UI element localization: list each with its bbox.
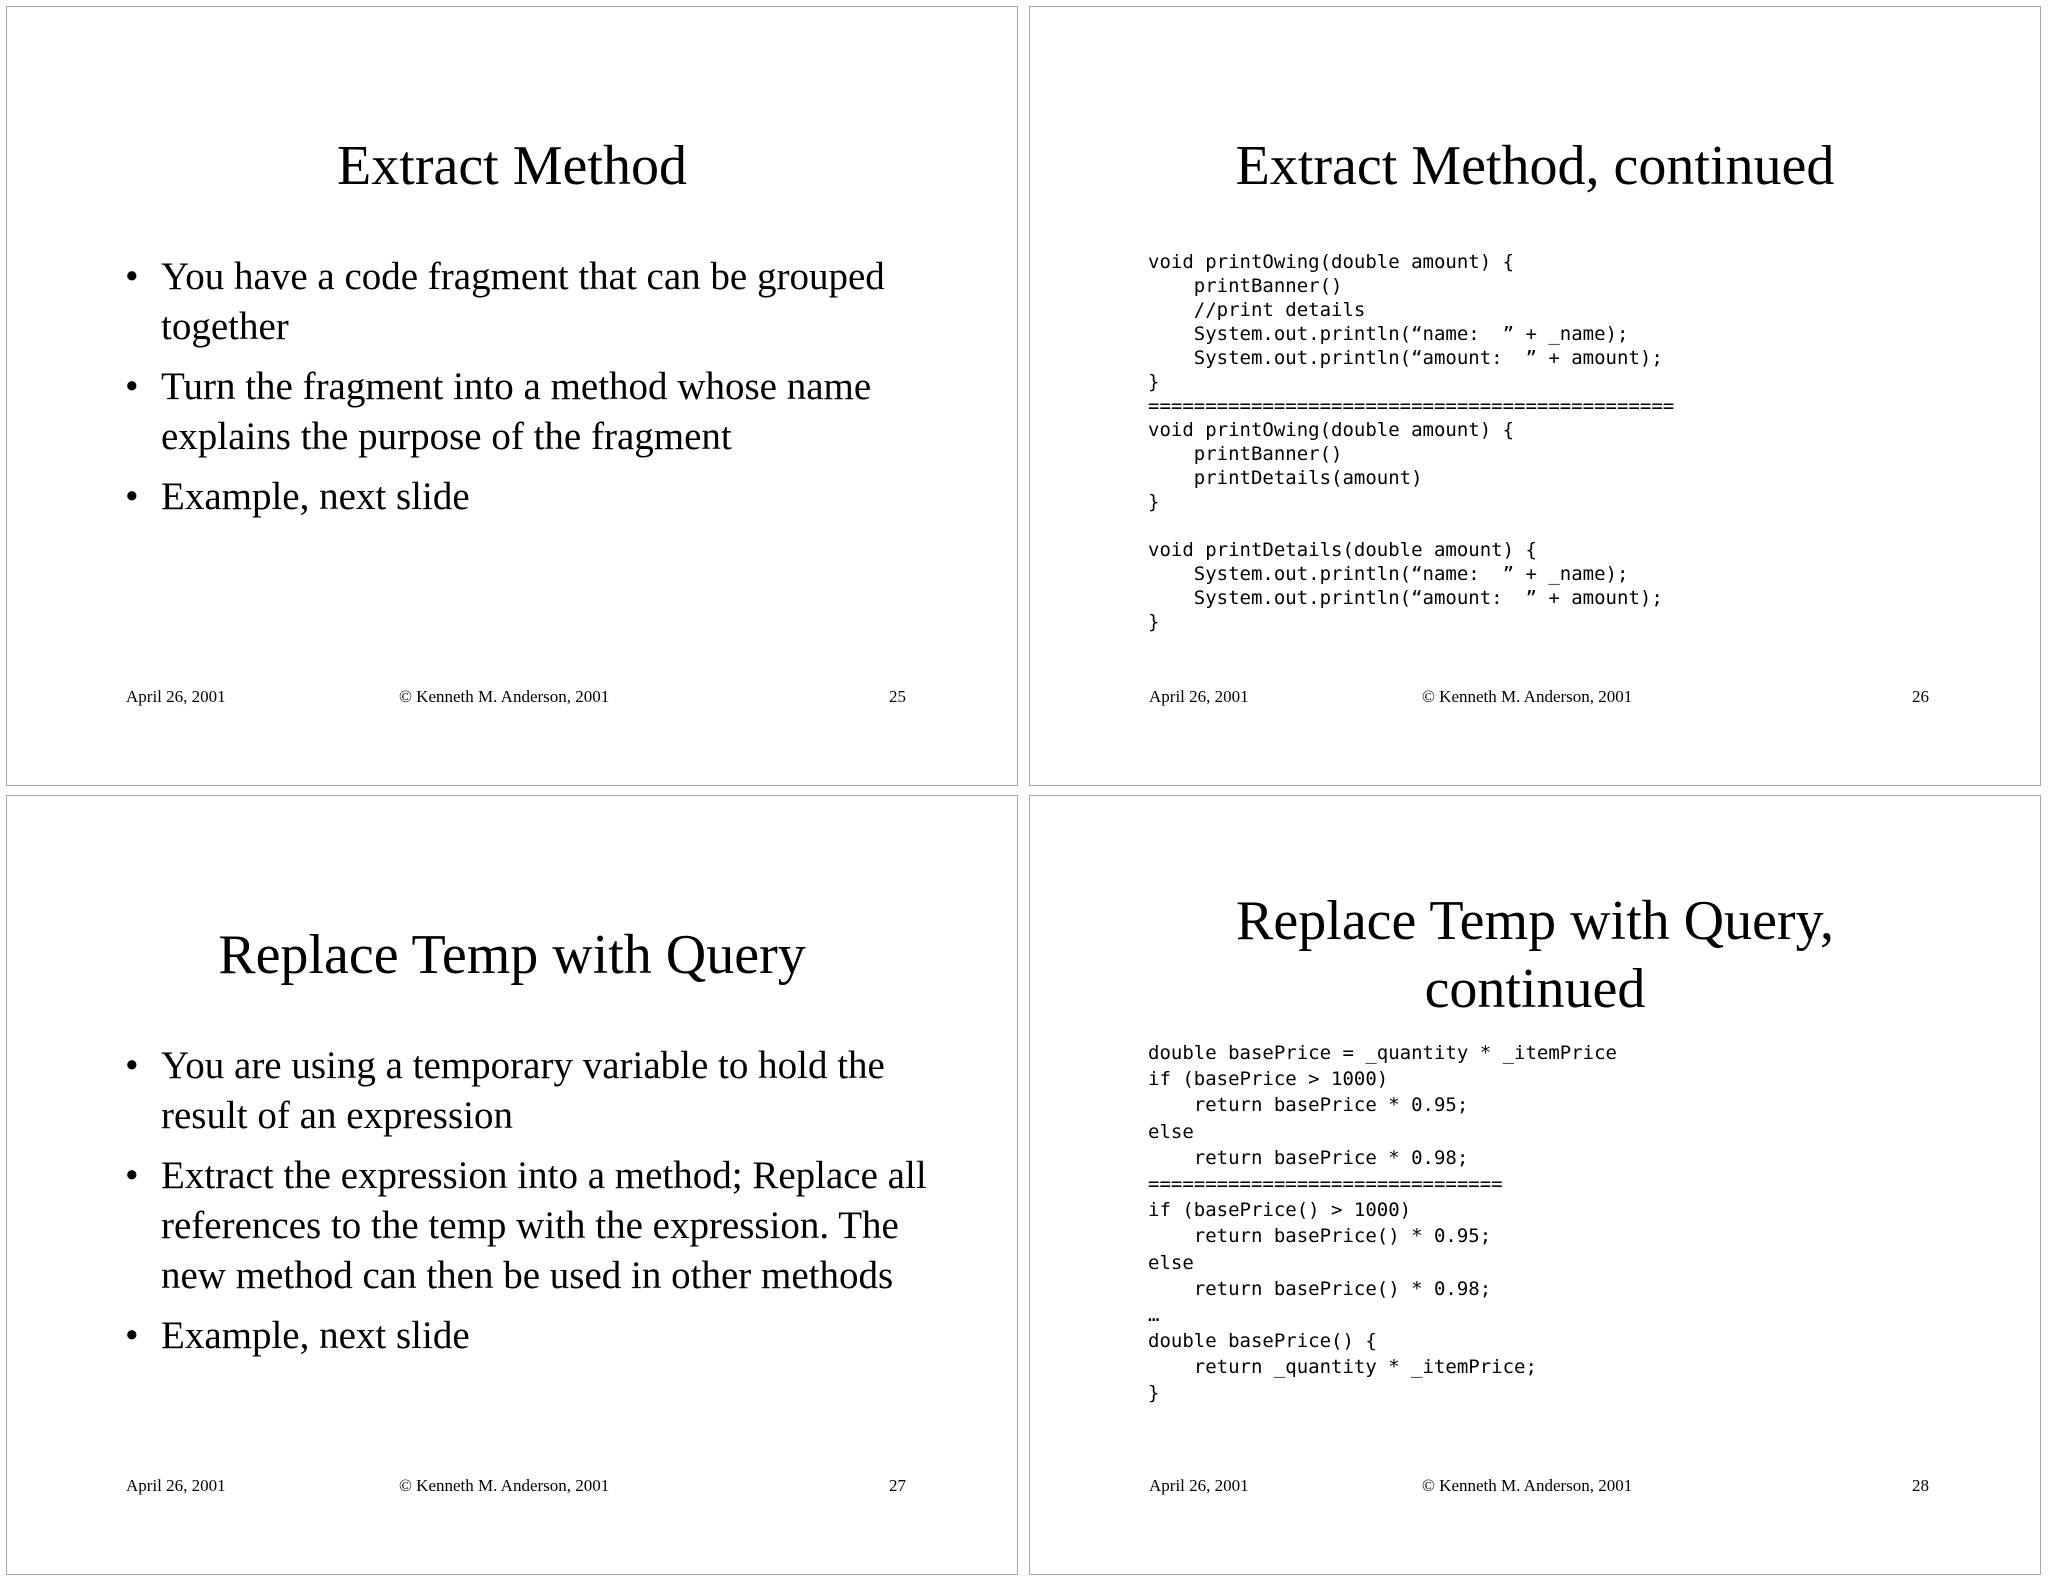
footer-date: April 26, 2001: [1149, 1476, 1249, 1495]
code-line: }: [1148, 1382, 1160, 1405]
footer-date: April 26, 2001: [126, 687, 226, 706]
code-line: return _quantity * _itemPrice;: [1148, 1356, 1537, 1379]
bullet-icon: •: [125, 1044, 139, 1087]
bullet-text: Example, next slide: [161, 475, 470, 518]
code-block: [1148, 250, 1674, 634]
slide-26: [1029, 6, 2041, 786]
slide-27: [6, 795, 1018, 1575]
page-number: 25: [889, 687, 906, 706]
code-line: if (basePrice() > 1000): [1148, 1199, 1412, 1222]
code-line: printDetails(amount): [1148, 467, 1423, 489]
slide-title: Replace Temp with Query,: [1236, 890, 1834, 952]
bullet-list: [125, 252, 957, 532]
code-line: System.out.println(“name: ” + _name);: [1148, 323, 1629, 345]
code-line: }: [1148, 491, 1160, 513]
bullet-text: Example, next slide: [161, 1314, 470, 1357]
code-line: System.out.println(“amount: ” + amount);: [1148, 347, 1663, 369]
slide-footer: [7, 1476, 1017, 1500]
slide-25: [6, 6, 1018, 786]
code-line: System.out.println(“amount: ” + amount);: [1148, 587, 1663, 609]
bullet-item: [125, 1151, 957, 1301]
code-line: void printOwing(double amount) {: [1148, 419, 1515, 441]
code-block: [1148, 1040, 1617, 1407]
code-line: //print details: [1148, 299, 1366, 321]
footer-date: April 26, 2001: [1149, 687, 1249, 706]
bullet-list: [125, 1041, 957, 1371]
code-line: printBanner(): [1148, 275, 1343, 297]
bullet-text: You are using a temporary variable to hold the result of an expression: [161, 1044, 885, 1137]
bullet-icon: •: [125, 1154, 139, 1197]
bullet-icon: •: [125, 255, 139, 298]
code-line: double basePrice = _quantity * _itemPrice: [1148, 1042, 1617, 1064]
bullet-item: [125, 472, 957, 522]
code-line: else: [1148, 1251, 1194, 1274]
bullet-text: Turn the fragment into a method whose name explains the purpose of the fragment: [161, 365, 872, 458]
bullet-item: [125, 1311, 957, 1361]
code-line: System.out.println(“name: ” + _name);: [1148, 563, 1629, 585]
footer-copyright: © Kenneth M. Anderson, 2001: [399, 687, 610, 706]
bullet-item: [125, 1041, 957, 1141]
footer-copyright: © Kenneth M. Anderson, 2001: [1422, 687, 1633, 706]
bullet-text: You have a code fragment that can be grouped together: [161, 255, 885, 348]
footer-date: April 26, 2001: [126, 1476, 226, 1495]
bullet-item: [125, 362, 957, 462]
page-number: 28: [1912, 1476, 1929, 1495]
code-line: }: [1148, 371, 1160, 393]
code-line: void printOwing(double amount) {: [1148, 251, 1515, 273]
code-line: void printDetails(double amount) {: [1148, 539, 1537, 561]
slide-footer: [1030, 687, 2040, 711]
slide-title-continued: continued: [1424, 958, 1646, 1020]
slide-28: [1029, 795, 2041, 1575]
page-number: 26: [1912, 687, 1929, 706]
bullet-icon: •: [125, 365, 139, 408]
bullet-text: Extract the expression into a method; Replace all references to the temp with the expression. The new method can then be used in other methods: [161, 1154, 927, 1297]
code-line: [1148, 514, 1674, 538]
code-line: printBanner(): [1148, 443, 1343, 465]
slide-title: Extract Method, continued: [1235, 135, 1835, 197]
bullet-icon: •: [125, 1314, 139, 1357]
bullet-item: [125, 252, 957, 352]
code-line: }: [1148, 611, 1160, 633]
slide-title: Replace Temp with Query: [218, 924, 806, 986]
slide-footer: [7, 687, 1017, 711]
page-number: 27: [889, 1476, 906, 1495]
footer-copyright: © Kenneth M. Anderson, 2001: [1422, 1476, 1633, 1495]
slide-footer: [1030, 1476, 2040, 1500]
code-line: return basePrice * 0.98;: [1148, 1146, 1469, 1169]
slide-title: Extract Method: [337, 135, 687, 197]
code-line: if (basePrice > 1000): [1148, 1068, 1389, 1091]
code-line: …: [1148, 1303, 1160, 1326]
footer-copyright: © Kenneth M. Anderson, 2001: [399, 1476, 610, 1495]
bullet-icon: •: [125, 475, 139, 518]
code-line: ===============================: [1148, 1172, 1503, 1195]
code-line: double basePrice() {: [1148, 1330, 1377, 1353]
code-line: return basePrice() * 0.95;: [1148, 1225, 1492, 1248]
code-line: ==============================================: [1148, 395, 1675, 417]
code-line: return basePrice() * 0.98;: [1148, 1277, 1492, 1300]
code-line: return basePrice * 0.95;: [1148, 1094, 1469, 1117]
code-line: else: [1148, 1120, 1194, 1143]
